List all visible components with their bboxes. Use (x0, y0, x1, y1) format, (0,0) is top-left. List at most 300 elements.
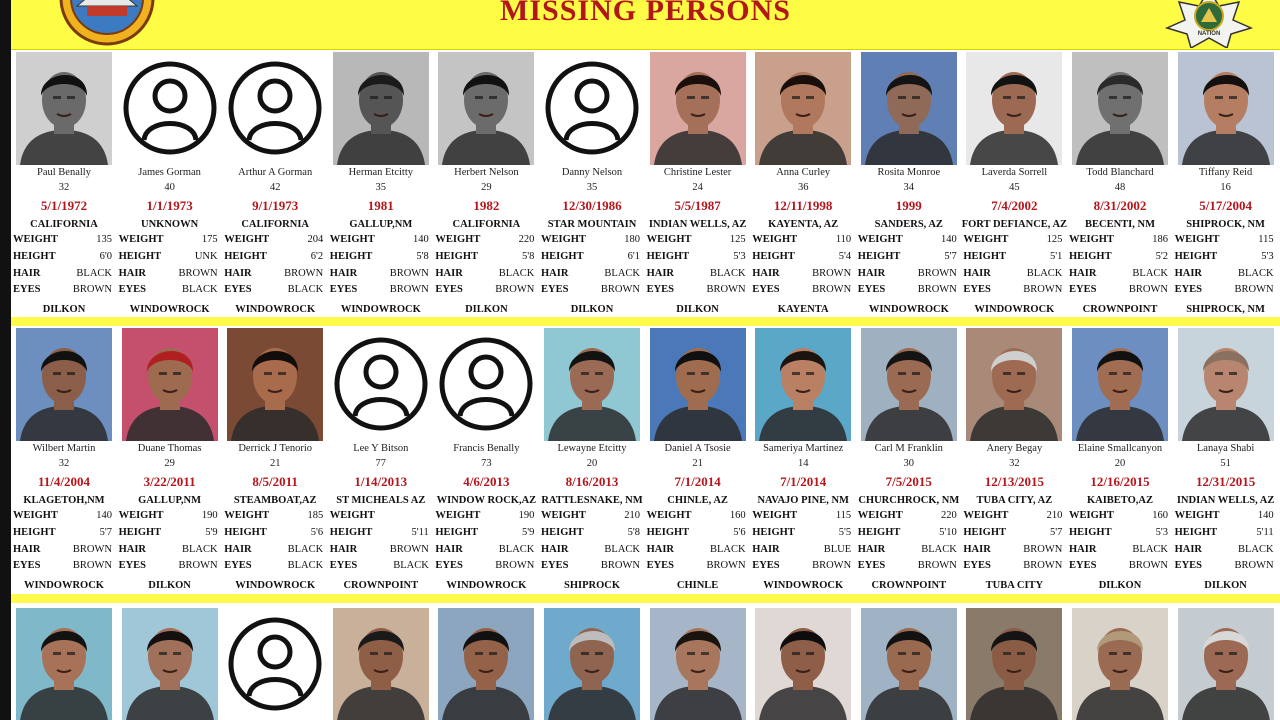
missing-date: 5/5/1987 (674, 198, 721, 213)
weight-label: WEIGHT (646, 234, 692, 245)
person-photo (755, 608, 851, 720)
hair-label: HAIR (857, 268, 886, 279)
eyes-value: BROWN (706, 284, 746, 295)
eyes-value: BROWN (917, 284, 957, 295)
portrait-photo (122, 608, 218, 720)
person-name: Francis Benally (453, 443, 520, 454)
missing-date: 5/17/2004 (1199, 198, 1252, 213)
height-stat (435, 527, 537, 543)
weight-label: WEIGHT (13, 510, 58, 521)
last-seen-location: KLAGETOH,NM (23, 495, 105, 506)
home-agency: KAYENTA (777, 304, 829, 315)
person-card (1067, 603, 1173, 720)
placeholder-avatar-icon (544, 52, 640, 165)
height-value: 6'1 (627, 251, 640, 262)
height-label: HEIGHT (646, 251, 690, 262)
height-stat (963, 527, 1065, 543)
person-name: Lewayne Etcitty (557, 443, 627, 454)
weight-stat (752, 510, 854, 526)
height-value: 5'8 (627, 527, 640, 538)
weight-stat (541, 234, 643, 250)
weight-value: 115 (1258, 234, 1274, 245)
hair-stat (119, 544, 221, 560)
hair-value: BLACK (921, 544, 957, 555)
person-photo (438, 608, 534, 720)
row-divider (11, 594, 1280, 603)
height-label: HEIGHT (857, 251, 901, 262)
portrait-photo (438, 608, 534, 720)
person-age: 20 (586, 458, 598, 469)
person-photo (1178, 608, 1274, 720)
hair-label: HAIR (646, 544, 675, 555)
person-photo (438, 328, 534, 441)
eyes-label: EYES (857, 284, 886, 295)
eyes-stat (647, 284, 749, 300)
eyes-stat (435, 560, 537, 576)
person-card (750, 50, 856, 316)
portrait-photo (650, 52, 746, 165)
eyes-label: EYES (646, 284, 675, 295)
hair-value: BLUE (823, 544, 852, 555)
person-name: Wilbert Martin (32, 443, 96, 454)
hair-label: HAIR (541, 268, 569, 279)
person-age: 36 (797, 182, 809, 193)
person-photo (227, 328, 323, 441)
person-card (856, 50, 962, 316)
hair-value: BLACK (498, 544, 535, 555)
weight-stat (13, 234, 115, 250)
eyes-stat (13, 560, 115, 576)
weight-label: WEIGHT (963, 234, 1009, 245)
height-value: 5'11 (411, 527, 429, 538)
portrait-photo (544, 328, 640, 441)
hair-stat (435, 544, 537, 560)
missing-date: 12/31/2015 (1195, 474, 1256, 489)
missing-date: 7/1/2014 (780, 474, 827, 489)
height-value: UNK (194, 251, 218, 262)
person-photo (16, 52, 112, 165)
hair-stat (752, 268, 854, 284)
hair-label: HAIR (329, 544, 358, 555)
person-card (117, 603, 223, 720)
hair-label: HAIR (329, 268, 358, 279)
row-divider (11, 317, 1280, 326)
height-value: 5'6 (310, 527, 324, 538)
eyes-value: BROWN (1023, 560, 1063, 571)
eyes-label: EYES (963, 284, 991, 295)
weight-stat (119, 510, 221, 526)
person-card (222, 326, 328, 592)
person-card (961, 326, 1067, 592)
portrait-photo (1072, 52, 1168, 165)
weight-stat (858, 234, 960, 250)
person-photo (122, 52, 218, 165)
height-stat (13, 527, 115, 543)
height-value: 5'11 (1256, 527, 1274, 538)
person-photo (650, 328, 746, 441)
height-stat (1175, 527, 1277, 543)
hair-label: HAIR (752, 544, 780, 555)
height-value: 5'8 (416, 251, 429, 262)
person-photo (544, 608, 640, 720)
person-photo (861, 608, 957, 720)
person-card (328, 603, 434, 720)
person-card (222, 50, 328, 316)
person-card (11, 326, 117, 592)
eyes-value: BROWN (72, 560, 112, 571)
missing-date: 7/5/2015 (885, 474, 932, 489)
height-label: HEIGHT (224, 251, 267, 262)
person-card (750, 326, 856, 592)
person-name: James Gorman (138, 167, 201, 178)
hair-stat (119, 268, 221, 284)
weight-value: 220 (941, 510, 957, 521)
left-edge-bar (0, 0, 11, 720)
missing-date: 9/1/1973 (252, 198, 299, 213)
hair-stat (435, 268, 537, 284)
hair-stat (224, 544, 326, 560)
person-card (117, 326, 223, 592)
eyes-label: EYES (329, 560, 358, 571)
height-label: HEIGHT (541, 251, 584, 262)
weight-label: WEIGHT (963, 510, 1009, 521)
eyes-value: BROWN (706, 560, 746, 571)
portrait-photo (1178, 328, 1274, 441)
height-label: HEIGHT (1174, 251, 1218, 262)
hair-value: BROWN (389, 268, 429, 279)
person-card (11, 603, 117, 720)
hair-label: HAIR (13, 268, 41, 279)
portrait-photo (333, 608, 429, 720)
missing-date: 5/1/1972 (40, 198, 88, 213)
hair-stat (963, 268, 1065, 284)
last-seen-location: GALLUP,NM (138, 495, 202, 506)
height-label: HEIGHT (857, 527, 901, 538)
portrait-photo (1072, 608, 1168, 720)
weight-stat (1175, 510, 1277, 526)
eyes-value: BLACK (182, 284, 218, 295)
weight-value: 115 (835, 510, 852, 521)
hair-value: BROWN (917, 268, 957, 279)
portrait-photo (650, 608, 746, 720)
eyes-value: BROWN (1234, 560, 1274, 571)
height-label: HEIGHT (1069, 527, 1112, 538)
missing-date: 4/6/2013 (463, 474, 510, 489)
eyes-stat (435, 284, 537, 300)
missing-date: 1981 (367, 198, 394, 213)
person-photo (650, 608, 746, 720)
person-card (1173, 603, 1279, 720)
portrait-photo (16, 608, 112, 720)
person-photo (438, 52, 534, 165)
home-agency: WINDOWROCK (868, 304, 949, 315)
home-agency: WINDOWROCK (235, 580, 316, 591)
home-agency: DILKON (1204, 580, 1247, 591)
person-card (433, 326, 539, 592)
person-photo (1072, 52, 1168, 165)
home-agency: DILKON (676, 304, 719, 315)
last-seen-location: INDIAN WELLS, AZ (648, 219, 747, 230)
person-name: Todd Blanchard (1086, 167, 1154, 178)
person-photo (16, 328, 112, 441)
weight-value: 204 (307, 234, 324, 245)
height-value: 5'2 (1155, 251, 1168, 262)
hair-value: BLACK (1238, 544, 1274, 555)
eyes-value: BROWN (600, 284, 640, 295)
person-photo (544, 52, 640, 165)
portrait-photo (16, 52, 112, 165)
weight-stat (224, 510, 326, 526)
portrait-photo (227, 328, 323, 441)
hair-stat (330, 544, 432, 560)
hair-value: BROWN (178, 268, 218, 279)
last-seen-location: INDIAN WELLS, AZ (1176, 495, 1275, 506)
weight-value: 220 (518, 234, 535, 245)
person-age: 77 (375, 458, 387, 469)
eyes-stat (647, 560, 749, 576)
eyes-value: BROWN (72, 284, 112, 295)
eyes-value: BROWN (495, 284, 535, 295)
hair-stat (963, 544, 1065, 560)
height-label: HEIGHT (224, 527, 267, 538)
eyes-value: BROWN (1128, 560, 1168, 571)
hair-value: BLACK (1132, 268, 1168, 279)
eyes-stat (330, 284, 432, 300)
eyes-label: EYES (541, 560, 569, 571)
height-value: 5'7 (944, 251, 957, 262)
weight-label: WEIGHT (435, 234, 481, 245)
height-stat (119, 527, 221, 543)
home-agency: DILKON (465, 304, 508, 315)
hair-stat (752, 544, 854, 560)
person-age: 40 (164, 182, 175, 193)
placeholder-avatar-icon (122, 52, 218, 165)
hair-value: BLACK (710, 544, 746, 555)
missing-date: 1982 (473, 198, 500, 213)
person-name: Herman Etcitty (348, 167, 414, 178)
eyes-value: BLACK (287, 560, 324, 571)
hair-value: BROWN (1023, 544, 1063, 555)
eyes-stat (330, 560, 432, 576)
weight-value: 160 (729, 510, 746, 521)
height-value: 5'3 (733, 251, 746, 262)
hair-value: BROWN (389, 544, 429, 555)
missing-persons-row-2 (11, 326, 1280, 592)
weight-stat (647, 234, 749, 250)
weight-value: 160 (1152, 510, 1168, 521)
height-label: HEIGHT (963, 251, 1006, 262)
person-photo (755, 52, 851, 165)
eyes-label: EYES (224, 560, 252, 571)
last-seen-location: CALIFORNIA (241, 219, 310, 230)
weight-label: WEIGHT (646, 510, 692, 521)
eyes-stat (1069, 284, 1171, 300)
person-age: 29 (481, 182, 492, 193)
weight-value: 210 (624, 510, 640, 521)
weight-value: 210 (1046, 510, 1063, 521)
height-value: 5'1 (1049, 251, 1063, 262)
weight-label: WEIGHT (541, 510, 586, 521)
missing-date: 12/30/1986 (562, 198, 622, 213)
person-name: Rosita Monroe (877, 167, 941, 178)
eyes-label: EYES (13, 284, 41, 295)
weight-stat (330, 234, 432, 250)
person-name: Lanaya Shabi (1196, 443, 1255, 454)
person-card (539, 50, 645, 316)
weight-stat (435, 234, 537, 250)
height-label: HEIGHT (541, 527, 584, 538)
eyes-stat (1069, 560, 1171, 576)
person-card (11, 50, 117, 316)
hair-stat (1069, 544, 1171, 560)
portrait-photo (755, 328, 851, 441)
page-title: MISSING PERSONS (500, 0, 791, 27)
person-card (117, 50, 223, 316)
weight-label: WEIGHT (1069, 234, 1114, 245)
hair-stat (330, 268, 432, 284)
weight-value: 190 (201, 510, 218, 521)
eyes-label: EYES (752, 284, 780, 295)
person-name: Arthur A Gorman (238, 167, 313, 178)
hair-value: BLACK (1132, 544, 1168, 555)
person-card (539, 603, 645, 720)
height-value: 5'7 (99, 527, 112, 538)
hair-stat (1175, 268, 1277, 284)
weight-stat (752, 234, 854, 250)
weight-value: 125 (729, 234, 746, 245)
weight-value: 140 (1257, 510, 1274, 521)
portrait-photo (1178, 608, 1274, 720)
height-stat (647, 251, 749, 267)
height-label: HEIGHT (435, 251, 478, 262)
hair-label: HAIR (1174, 544, 1203, 555)
weight-stat (858, 510, 960, 526)
hair-label: HAIR (118, 268, 147, 279)
weight-label: WEIGHT (1174, 234, 1220, 245)
height-stat (224, 527, 326, 543)
hair-value: BLACK (76, 268, 112, 279)
last-seen-location: TUBA CITY, AZ (976, 495, 1053, 506)
hair-value: BLACK (1026, 268, 1063, 279)
person-age: 34 (903, 182, 915, 193)
weight-value: 185 (307, 510, 324, 521)
eyes-label: EYES (329, 284, 358, 295)
height-stat (963, 251, 1065, 267)
hair-label: HAIR (1069, 544, 1097, 555)
home-agency: WINDOWROCK (235, 304, 316, 315)
person-photo (122, 328, 218, 441)
eyes-label: EYES (118, 560, 147, 571)
eyes-stat (119, 284, 221, 300)
height-value: 5'7 (1049, 527, 1063, 538)
person-card (433, 50, 539, 316)
missing-date: 7/1/2014 (674, 474, 721, 489)
portrait-photo (966, 608, 1062, 720)
hair-label: HAIR (435, 268, 463, 279)
hair-label: HAIR (435, 544, 463, 555)
person-card (645, 326, 751, 592)
portrait-photo (861, 52, 957, 165)
height-value: 6'2 (310, 251, 324, 262)
height-label: HEIGHT (435, 527, 478, 538)
eyes-value: BROWN (812, 560, 852, 571)
hair-stat (224, 268, 326, 284)
weight-label: WEIGHT (118, 234, 164, 245)
eyes-stat (119, 560, 221, 576)
placeholder-avatar-icon (438, 328, 534, 441)
home-agency: WINDOWROCK (763, 580, 844, 591)
person-age: 32 (58, 458, 70, 469)
person-photo (333, 608, 429, 720)
hair-label: HAIR (646, 268, 675, 279)
height-label: HEIGHT (963, 527, 1006, 538)
last-seen-location: CALIFORNIA (30, 219, 98, 230)
weight-label: WEIGHT (752, 510, 798, 521)
person-photo (1072, 608, 1168, 720)
eyes-stat (541, 560, 643, 576)
height-stat (224, 251, 326, 267)
person-card (645, 603, 751, 720)
home-agency: CROWNPOINT (343, 580, 419, 591)
hair-label: HAIR (1069, 268, 1097, 279)
weight-value: 140 (413, 234, 429, 245)
hair-value: BLACK (287, 544, 324, 555)
home-agency: CROWNPOINT (871, 580, 947, 591)
eyes-label: EYES (1069, 284, 1097, 295)
home-agency: SHIPROCK, NM (1186, 304, 1265, 315)
height-value: 5'5 (838, 527, 852, 538)
height-stat (858, 251, 960, 267)
placeholder-avatar-icon (227, 608, 323, 720)
eyes-stat (752, 560, 854, 576)
weight-stat (541, 510, 643, 526)
hair-stat (858, 268, 960, 284)
weight-stat (647, 510, 749, 526)
weight-stat (330, 510, 432, 526)
person-age: 30 (903, 458, 915, 469)
person-name: Laverda Sorrell (981, 167, 1048, 178)
eyes-value: BLACK (393, 560, 429, 571)
eyes-label: EYES (963, 560, 991, 571)
missing-date: 11/4/2004 (37, 474, 90, 489)
person-card (961, 603, 1067, 720)
hair-value: BROWN (284, 268, 324, 279)
person-photo (966, 608, 1062, 720)
last-seen-location: CHINLE, AZ (667, 495, 728, 506)
hair-stat (1069, 268, 1171, 284)
person-card (961, 50, 1067, 316)
eyes-stat (963, 284, 1065, 300)
eyes-label: EYES (1174, 560, 1203, 571)
missing-date: 8/5/2011 (252, 474, 298, 489)
person-name: Daniel A Tsosie (664, 443, 731, 454)
weight-stat (224, 234, 326, 250)
eyes-value: BROWN (1128, 284, 1168, 295)
person-photo (333, 328, 429, 441)
hair-stat (541, 544, 643, 560)
eyes-label: EYES (118, 284, 147, 295)
height-stat (541, 527, 643, 543)
person-age: 32 (1009, 458, 1020, 469)
missing-date: 12/16/2015 (1090, 474, 1150, 489)
weight-stat (963, 234, 1065, 250)
hair-label: HAIR (13, 544, 41, 555)
person-name: Sameriya Martinez (763, 443, 844, 454)
placeholder-avatar-icon (227, 52, 323, 165)
person-photo (966, 52, 1062, 165)
height-value: 5'9 (205, 527, 218, 538)
badge-text: NATION (1197, 31, 1221, 37)
